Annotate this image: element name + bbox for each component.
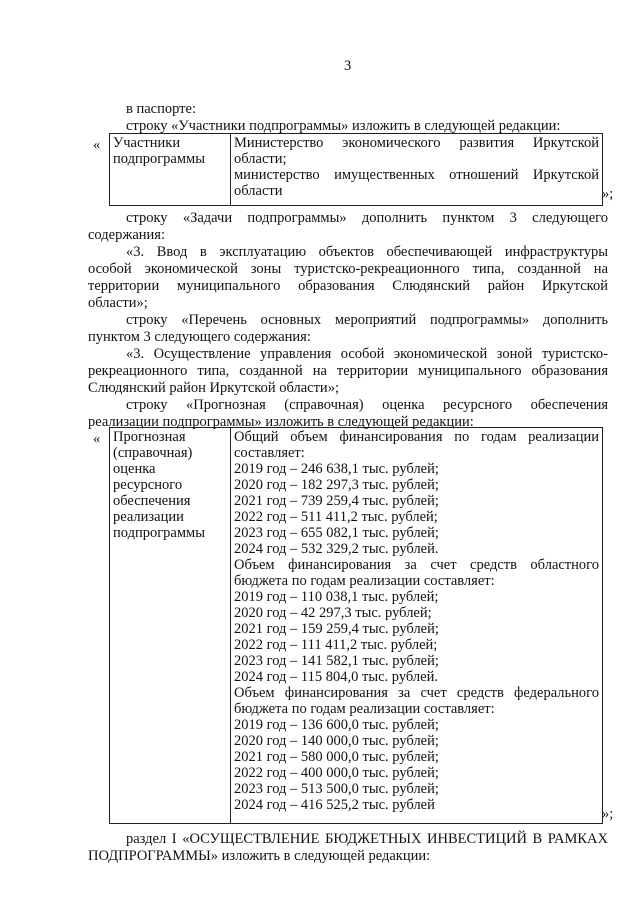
tasks-para-line-2: содержания: [88, 227, 166, 243]
forecast-content-line: 2019 год – 136 600,0 тыс. рублей; [234, 717, 439, 733]
forecast-content-line: Объем финансирования за счет средств областного [234, 557, 599, 573]
quote-open-1: « [93, 137, 101, 153]
participants-content-cell [231, 134, 603, 206]
forecast-content-line: Объем финансирования за счет средств федерального [234, 685, 599, 701]
forecast-content-line: 2024 год – 115 804,0 тыс. рублей. [234, 669, 438, 685]
participants-table [109, 133, 603, 206]
participants-content-line: Министерство экономического развития Иркутской [234, 135, 599, 151]
forecast-content-line: 2024 год – 532 329,2 тыс. рублей. [234, 541, 439, 557]
measures-para-line-1: строку «Перечень основных мероприятий подпрограммы» дополнить [126, 312, 608, 328]
forecast-content-line: Общий объем финансирования по годам реализации [234, 429, 599, 445]
intro-line-2: строку «Участники подпрограммы» изложить в следующей редакции: [126, 118, 561, 134]
intro-line-1: в паспорте: [126, 101, 196, 117]
forecast-label-line: подпрограммы [113, 525, 205, 541]
quote-open-2: « [93, 431, 101, 447]
forecast-content-line: 2023 год – 513 500,0 тыс. рублей; [234, 781, 439, 797]
point3-tasks-line: области»; [88, 295, 148, 311]
point3-measures-line: рекреационного типа, созданной на территории муниципального образования [88, 363, 608, 379]
participants-label-line: Участники [113, 135, 181, 151]
page-number: 3 [344, 58, 352, 74]
forecast-para-line-2: реализации подпрограммы» изложить в следующей редакции: [88, 414, 474, 430]
forecast-table [109, 427, 603, 824]
quote-close-1: »; [602, 186, 614, 202]
quote-close-2: »; [602, 806, 614, 822]
forecast-content-line: 2020 год – 42 297,3 тыс. рублей; [234, 605, 432, 621]
forecast-content-line: 2021 год – 580 000,0 тыс. рублей; [234, 749, 439, 765]
forecast-label-line: реализации [113, 509, 184, 525]
forecast-content-line: 2023 год – 141 582,1 тыс. рублей; [234, 653, 439, 669]
section-line-2: ПОДПРОГРАММЫ» изложить в следующей редакции: [88, 848, 431, 864]
measures-para-line-2: пунктом 3 следующего содержания: [88, 329, 311, 345]
forecast-content-line: 2023 год – 655 082,1 тыс. рублей; [234, 525, 439, 541]
forecast-content-line: 2022 год – 511 411,2 тыс. рублей; [234, 509, 438, 525]
forecast-content-line: 2020 год – 182 297,3 тыс. рублей; [234, 477, 439, 493]
forecast-label-line: оценка [113, 461, 156, 477]
point3-tasks-line: «3. Ввод в эксплуатацию объектов обеспечивающей инфраструктуры [126, 244, 608, 260]
forecast-content-line: 2021 год – 159 259,4 тыс. рублей; [234, 621, 439, 637]
participants-label-cell [110, 134, 231, 206]
forecast-content-line: составляет: [234, 445, 305, 461]
forecast-content-line: 2021 год – 739 259,4 тыс. рублей; [234, 493, 439, 509]
forecast-content-line: бюджета по годам реализации составляет: [234, 573, 495, 589]
forecast-label-line: ресурсного [113, 477, 183, 493]
tasks-para-line-1: строку «Задачи подпрограммы» дополнить пунктом 3 следующего [126, 210, 608, 226]
participants-content-line: области [234, 183, 283, 199]
participants-content-line: министерство имущественных отношений Иркутской [234, 167, 599, 183]
point3-tasks-line: территории муниципального образования Слюдянский район Иркутской [88, 278, 608, 294]
forecast-content-line: 2019 год – 246 638,1 тыс. рублей; [234, 461, 439, 477]
forecast-label-line: (справочная) [113, 445, 193, 461]
forecast-label-line: Прогнозная [113, 429, 186, 445]
point3-measures-line: Слюдянский район Иркутской области»; [88, 380, 339, 396]
forecast-content-line: 2022 год – 400 000,0 тыс. рублей; [234, 765, 439, 781]
forecast-para-line-1: строку «Прогнозная (справочная) оценка ресурсного обеспечения [126, 397, 608, 413]
participants-content-line: области; [234, 151, 287, 167]
forecast-content-line: 2022 год – 111 411,2 тыс. рублей; [234, 637, 438, 653]
section-line-1: раздел I «ОСУЩЕСТВЛЕНИЕ БЮДЖЕТНЫХ ИНВЕСТИЦИЙ В РАМКАХ [126, 831, 608, 847]
point3-tasks-line: особой экономической зоны туристско-рекреационного типа, созданной на [88, 261, 608, 277]
participants-label-line: подпрограммы [113, 151, 205, 167]
forecast-label-line: обеспечения [113, 493, 191, 509]
forecast-content-line: бюджета по годам реализации составляет: [234, 701, 495, 717]
forecast-content-cell [231, 428, 603, 824]
point3-measures-line: «3. Осуществление управления особой экономической зоной туристско- [126, 346, 608, 362]
forecast-content-line: 2020 год – 140 000,0 тыс. рублей; [234, 733, 439, 749]
forecast-label-cell [110, 428, 231, 824]
forecast-content-line: 2019 год – 110 038,1 тыс. рублей; [234, 589, 439, 605]
forecast-content-line: 2024 год – 416 525,2 тыс. рублей [234, 797, 435, 813]
